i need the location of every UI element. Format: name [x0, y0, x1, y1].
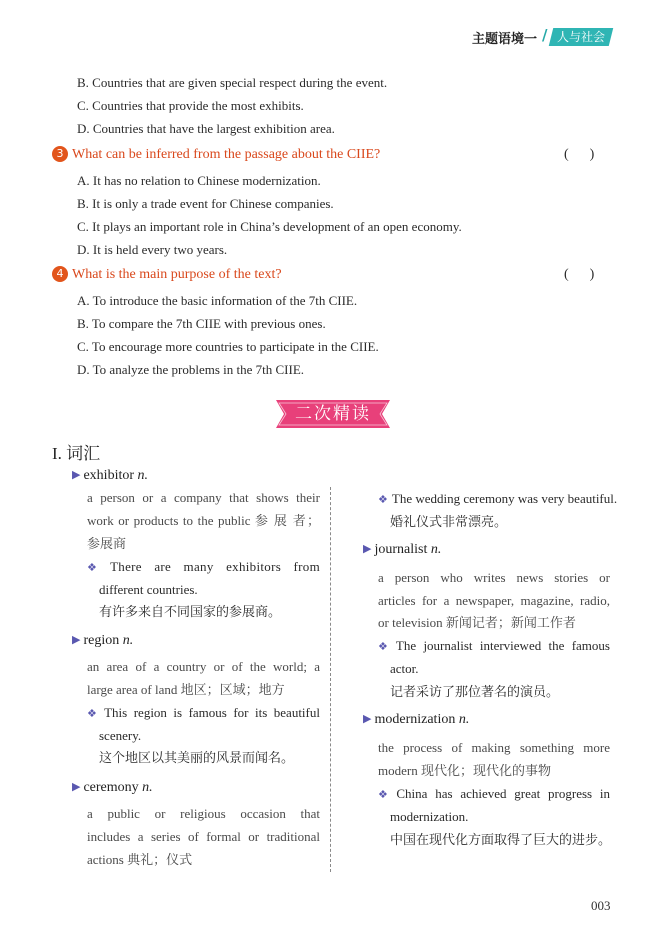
section-title: I. 词汇: [52, 444, 101, 463]
vocab-region-def-line1: an area of a country or of the world; a: [87, 659, 320, 674]
q3-option-d: D. It is held every two years.: [77, 242, 228, 257]
q2-option-b: B. Countries that are given special respect during the event.: [77, 75, 388, 90]
vocab-journalist-headword: [363, 542, 441, 558]
vocab-pos: n.: [142, 780, 153, 795]
vocab-exhibitor-headword: [72, 468, 148, 484]
triangle-marker-icon: ▶: [363, 713, 372, 725]
q3-option-b: B. It is only a trade event for Chinese companies.: [77, 196, 334, 211]
vocab-exhibitor-def-line3: 参展商: [87, 536, 127, 551]
question-number-badge: 4: [52, 266, 68, 282]
vocab-pos: n.: [430, 542, 442, 557]
vocab-ceremony-def-line3: actions 典礼；仪式: [87, 852, 193, 867]
vocab-region-def-line2: large area of land 地区；区域；地方: [87, 682, 285, 697]
vocab-word: region: [83, 633, 120, 648]
q3-option-a: A. It has no relation to Chinese modernization.: [77, 173, 321, 188]
vocab-modernization-example-cont: modernization.: [390, 809, 469, 824]
q4-answer-blank[interactable]: ( ): [564, 267, 595, 282]
vocab-journalist-def-line3: or television 新闻记者；新闻工作者: [378, 615, 576, 630]
vocab-ceremony-headword: [72, 780, 153, 796]
vocab-region-translation: 这个地区以其美丽的风景而闻名。: [99, 750, 295, 765]
vocab-exhibitor-translation: 有许多来自不同国家的参展商。: [99, 604, 282, 619]
vocab-exhibitor-example-cont: different countries.: [99, 582, 198, 597]
example-bullet-icon: ❖: [378, 789, 393, 801]
vocab-word: modernization: [374, 712, 456, 727]
triangle-marker-icon: ▶: [72, 634, 81, 646]
question-4-text: What is the main purpose of the text?: [72, 267, 282, 282]
vocab-modernization-def-line2: modern 现代化；现代化的事物: [378, 763, 551, 778]
vocab-exhibitor-def-line2: work or products to the public 参 展 者；: [87, 513, 320, 528]
vocab-journalist-translation: 记者采访了那位著名的演员。: [390, 684, 560, 699]
vocab-word: journalist: [374, 542, 428, 557]
vocab-pos: n.: [137, 468, 149, 483]
vocab-ceremony-example: ❖ The wedding ceremony was very beautiful.: [378, 491, 618, 506]
column-divider: [330, 487, 331, 872]
vocab-journalist-example: ❖ The journalist interviewed the famous: [378, 638, 610, 653]
question-4: [52, 266, 282, 284]
vocab-pos: n.: [122, 633, 134, 648]
vocab-modernization-headword: [363, 712, 469, 728]
triangle-marker-icon: ▶: [363, 543, 372, 555]
q4-option-d: D. To analyze the problems in the 7th CIIE.: [77, 362, 305, 377]
section-banner-title: 二次精读: [295, 404, 371, 424]
vocab-ceremony-def-line2: includes a series of formal or traditional: [87, 829, 320, 844]
vocab-exhibitor-def-line1: a person or a company that shows their: [87, 490, 320, 505]
q3-option-c: C. It plays an important role in China’s development of an open economy.: [77, 219, 462, 234]
q3-answer-blank[interactable]: ( ): [564, 147, 595, 162]
vocab-exhibitor-example: ❖ There are many exhibitors from: [87, 559, 320, 574]
page-number: 003: [591, 898, 611, 913]
vocab-journalist-def-line1: a person who writes news stories or: [378, 570, 610, 585]
q4-option-c: C. To encourage more countries to participate in the CIIE.: [77, 339, 379, 354]
vocab-word: exhibitor: [83, 468, 135, 483]
header-separator: /: [542, 26, 548, 44]
question-number-badge: 3: [52, 146, 68, 162]
q4-option-b: B. To compare the 7th CIIE with previous ones.: [77, 316, 326, 331]
vocab-ceremony-def-line1: a public or religious occasion that: [87, 806, 320, 821]
example-bullet-icon: ❖: [87, 708, 101, 720]
vocab-region-example: ❖ This region is famous for its beautiful: [87, 705, 320, 720]
header-tag-label: 人与社会: [556, 30, 605, 44]
vocab-region-example-cont: scenery.: [99, 728, 142, 743]
vocab-journalist-def-line2: articles for a newspaper, magazine, radio,: [378, 593, 610, 608]
vocab-word: ceremony: [83, 780, 139, 795]
triangle-marker-icon: ▶: [72, 469, 81, 481]
example-bullet-icon: ❖: [87, 562, 107, 574]
question-3-text: What can be inferred from the passage about the CIIE?: [72, 147, 381, 162]
vocab-modernization-example: ❖ China has achieved great progress in: [378, 786, 610, 801]
vocab-ceremony-translation: 婚礼仪式非常漂亮。: [390, 514, 508, 529]
q2-option-d: D. Countries that have the largest exhibition area.: [77, 121, 335, 136]
header-category: 主题语境一: [472, 32, 538, 47]
vocab-region-headword: [72, 633, 133, 649]
question-3: [52, 146, 380, 164]
q4-option-a: A. To introduce the basic information of the 7th CIIE.: [77, 293, 358, 308]
vocab-modernization-translation: 中国在现代化方面取得了巨大的进步。: [390, 832, 612, 847]
vocab-modernization-def-line1: the process of making something more: [378, 740, 610, 755]
vocab-pos: n.: [458, 712, 470, 727]
example-bullet-icon: ❖: [378, 641, 392, 653]
header-tag: [549, 28, 613, 46]
triangle-marker-icon: ▶: [72, 781, 81, 793]
q2-option-c: C. Countries that provide the most exhibits.: [77, 98, 304, 113]
example-bullet-icon: ❖: [378, 494, 388, 506]
vocab-journalist-example-cont: actor.: [390, 661, 419, 676]
